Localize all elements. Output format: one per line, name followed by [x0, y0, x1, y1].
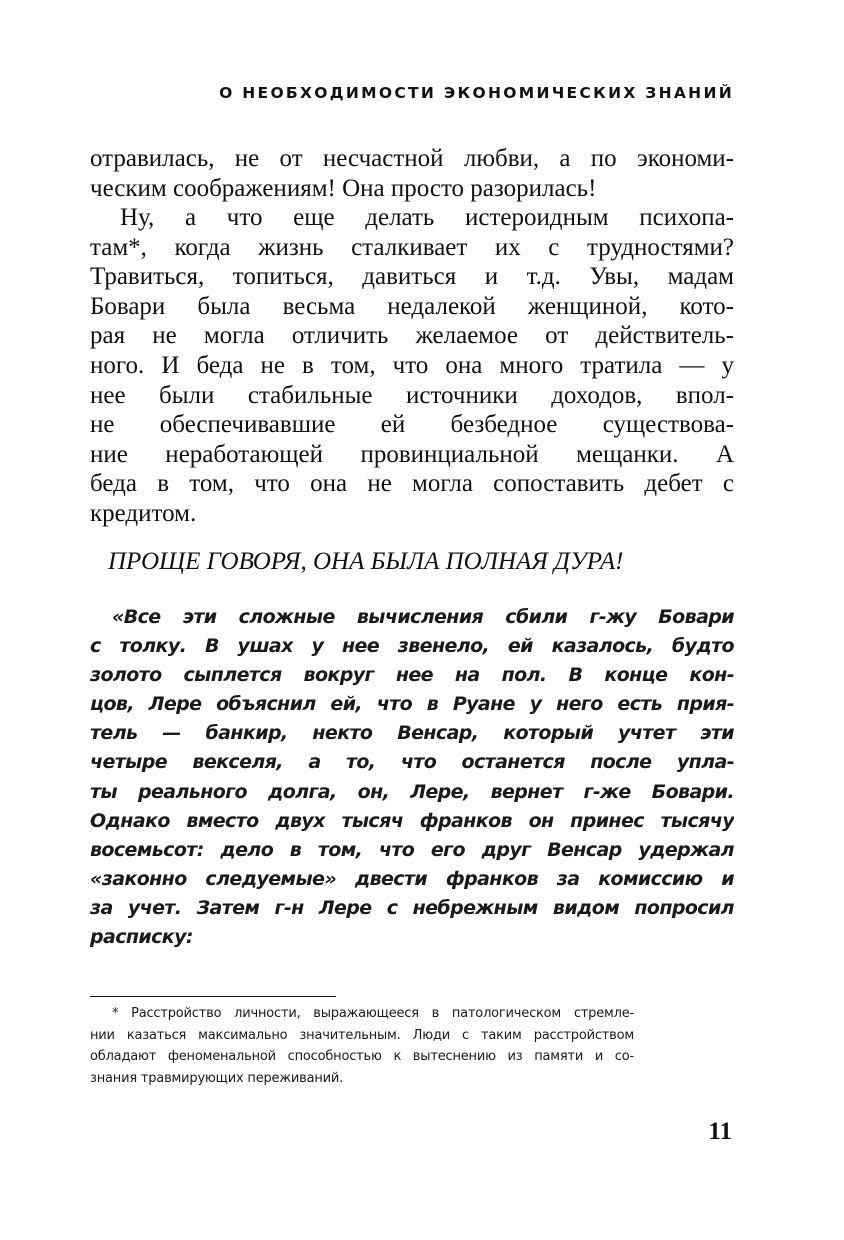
paragraph-1: [90, 144, 734, 203]
quote-line: ты реального долга, он, Лере, вернет г-же Бовари.: [90, 780, 734, 803]
footnote-line: знания травмирующих переживаний.: [90, 1070, 344, 1086]
emphasis-heading: ПРОЩЕ ГОВОРЯ, ОНА БЫЛА ПОЛНАЯ ДУРА!: [108, 548, 624, 575]
text-line: не обеспечивавшие ей безбедное существова-: [90, 411, 734, 439]
text-line: Травиться, топиться, давиться и т.д. Увы, мадам: [90, 263, 734, 291]
text-line: ческим соображениям! Она просто разорилась!: [90, 174, 597, 202]
quote-line: Однако вместо двух тысяч франков он принес тысячу: [90, 809, 734, 832]
paragraph-2: [90, 203, 734, 529]
quote-line: четыре векселя, а то, что останется после упла-: [90, 751, 734, 774]
footnote: [90, 1003, 634, 1089]
text-line: кредитом.: [90, 499, 197, 527]
text-line: отравилась, не от несчастной любви, а по экономи-: [90, 145, 734, 172]
quote-line: «законно следуемые» двести франков за комиссию и: [90, 867, 734, 890]
running-head: О НЕОБХОДИМОСТИ ЭКОНОМИЧЕСКИХ ЗНАНИЙ: [219, 84, 734, 102]
page-number: 11: [708, 1118, 732, 1145]
text-line: нее были стабильные источники доходов, впол-: [90, 381, 734, 409]
text-line: ного. И беда не в том, что она много тратила — у: [90, 351, 734, 379]
text-line: ние неработающей провинциальной мещанки. А: [90, 440, 734, 468]
quote-line: тель — банкир, некто Венсар, который учтет эти: [90, 722, 734, 745]
footnote-line: нии казаться максимально значительным. Люди с таким расстройством: [90, 1027, 634, 1043]
footnote-divider: [90, 996, 336, 997]
quote-line: «Все эти сложные вычисления сбили г-жу Бовари: [112, 606, 734, 628]
text-line: беда в том, что она не могла сопоставить дебет с: [90, 470, 734, 498]
footnote-line: * Расстройство личности, выражающееся в патологическом стремле-: [112, 1006, 634, 1021]
quote-line: за учет. Затем г-н Лере с небрежным видом попросил: [90, 896, 734, 919]
quote-line: восемьсот: дело в том, что его друг Венсар удержал: [90, 838, 734, 861]
quote-line: с толку. В ушах у нее звенело, ей казалось, будто: [90, 635, 734, 658]
footnote-line: обладают феноменальной способностью к вытеснению из памяти и со-: [90, 1049, 634, 1064]
quote-line: цов, Лере объяснил ей, что в Руане у него есть прия-: [90, 693, 734, 716]
text-line: там*, когда жизнь сталкивает их с трудностями?: [90, 233, 734, 261]
quote-block: [90, 603, 734, 952]
text-line: Ну, а что еще делать истероидным психопа-: [120, 204, 734, 231]
text-line: Бовари была весьма недалекой женщиной, кото-: [90, 292, 734, 320]
text-line: рая не могла отличить желаемое от действитель-: [90, 322, 734, 350]
quote-line: расписку:: [90, 926, 193, 949]
quote-line: золото сыплется вокруг нее на пол. В конце кон-: [90, 664, 734, 687]
